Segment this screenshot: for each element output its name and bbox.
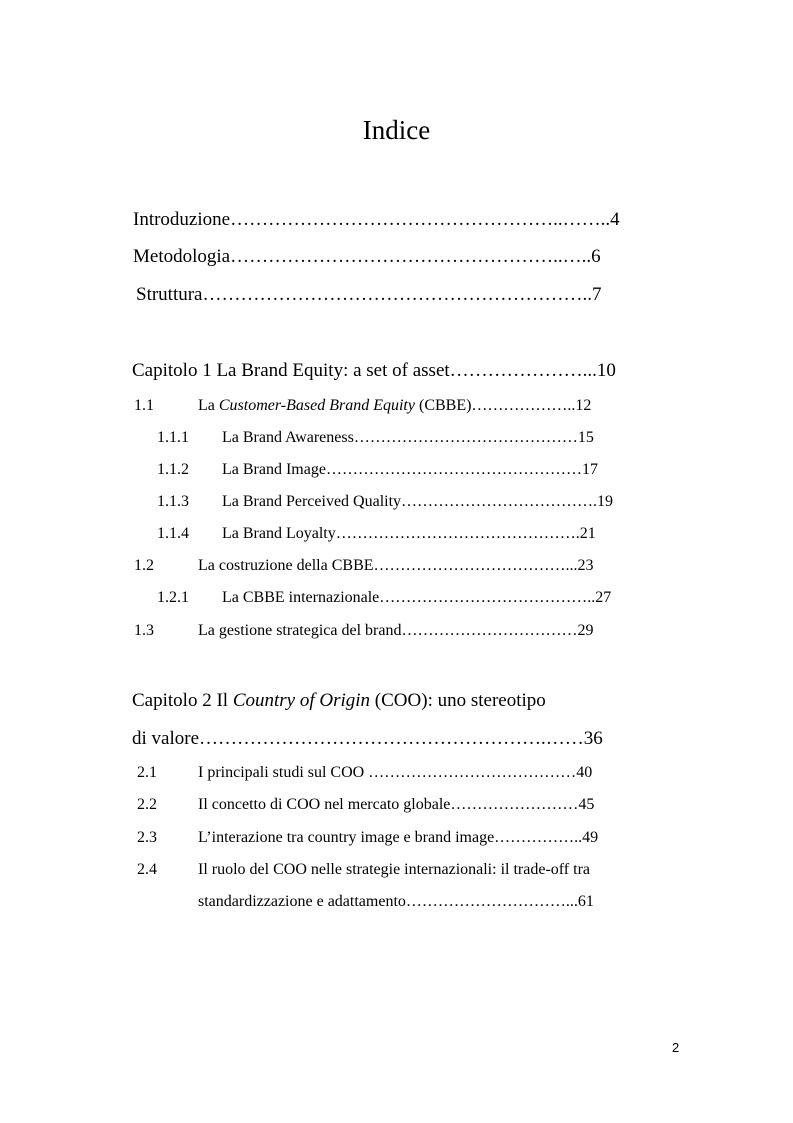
chapter-heading-text: Capitolo 2 Il [132, 690, 233, 711]
chapter-2-heading[interactable] [132, 689, 546, 713]
toc-entry-text: (CBBE)………………..12 [414, 397, 592, 414]
toc-entry-number: 1.2.1 [157, 589, 189, 606]
toc-entry-number: 1.1.3 [157, 493, 189, 510]
toc-entry-struttura[interactable]: Struttura……………………………………………………..7 [136, 284, 602, 305]
toc-entry-italic-text: Customer-Based Brand Equity [218, 397, 415, 414]
toc-entry-metodologia[interactable]: Metodologia……………………………………………..…..6 [133, 246, 601, 267]
toc-entry-1-2[interactable]: La costruzione della CBBE………………………………...23 [198, 557, 594, 574]
toc-entry-1-1[interactable] [198, 394, 591, 418]
toc-entry-number: 2.4 [137, 861, 157, 878]
toc-entry-number: 2.1 [137, 764, 157, 781]
chapter-2-heading-continuation[interactable]: di valore……………………………………………….……36 [132, 728, 603, 749]
toc-entry-1-1-2[interactable]: La Brand Image…………………………………………17 [222, 461, 598, 478]
toc-entry-1-2-1[interactable]: La CBBE internazionale…………………………………..27 [222, 589, 612, 606]
toc-entry-1-1-1[interactable]: La Brand Awareness……………………………………15 [222, 429, 594, 446]
toc-entry-number: 1.1.1 [157, 429, 189, 446]
toc-entry-number: 2.3 [137, 829, 157, 846]
toc-entry-introduzione[interactable]: Introduzione……………………………………………..……..4 [133, 209, 620, 230]
toc-entry-2-3[interactable]: L’interazione tra country image e brand image……………..49 [198, 829, 599, 846]
page-title: Indice [362, 115, 431, 145]
toc-entry-number: 1.2 [134, 557, 154, 574]
chapter-1-heading[interactable]: Capitolo 1 La Brand Equity: a set of asset…………………...10 [132, 360, 616, 381]
toc-entry-number: 2.2 [137, 796, 157, 813]
toc-entry-number: 1.1 [134, 397, 154, 414]
page-number: 2 [672, 1040, 680, 1055]
toc-entry-2-4-continuation[interactable]: standardizzazione e adattamento…………………………...61 [198, 893, 594, 910]
chapter-heading-italic-text: Country of Origin [232, 690, 371, 711]
toc-entry-1-3[interactable]: La gestione strategica del brand……………………………29 [198, 622, 594, 639]
toc-entry-number: 1.3 [134, 622, 154, 639]
toc-entry-number: 1.1.4 [157, 525, 189, 542]
toc-entry-1-1-4[interactable]: La Brand Loyalty……………………………………….21 [222, 525, 596, 542]
toc-entry-2-4[interactable]: Il ruolo del COO nelle strategie internazionali: il trade-off tra [198, 861, 591, 878]
toc-entry-text: La [198, 397, 219, 414]
toc-entry-number: 1.1.2 [157, 461, 189, 478]
chapter-heading-text: (COO): uno stereotipo [370, 690, 546, 711]
toc-entry-1-1-3[interactable]: La Brand Perceived Quality……………………………….19 [222, 493, 614, 510]
toc-entry-2-1[interactable]: I principali studi sul COO …………………………………40 [198, 764, 593, 781]
toc-entry-2-2[interactable]: Il concetto di COO nel mercato globale……………………45 [198, 796, 595, 813]
